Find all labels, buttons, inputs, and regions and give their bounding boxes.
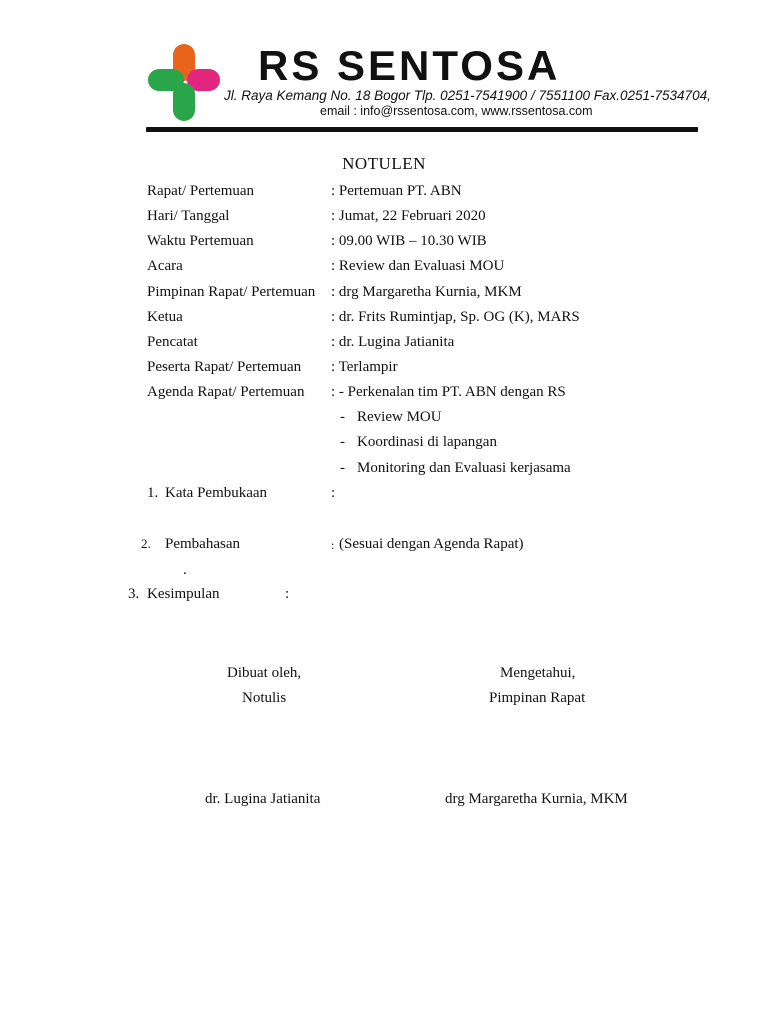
- agenda-dash: -: [340, 434, 345, 450]
- field-label-hari: Hari/ Tanggal: [147, 208, 230, 224]
- section-2-label: Pembahasan: [165, 536, 240, 552]
- agenda-dash: -: [340, 460, 345, 476]
- hospital-address: Jl. Raya Kemang No. 18 Bogor Tlp. 0251-7541900 / 7551100 Fax.0251-7534704,: [224, 88, 711, 103]
- agenda-item-review: Review MOU: [357, 409, 442, 425]
- field-value-pimpinan: : drg Margaretha Kurnia, MKM: [331, 284, 522, 300]
- field-label-agenda: Agenda Rapat/ Pertemuan: [147, 384, 305, 400]
- field-value-rapat: : Pertemuan PT. ABN: [331, 183, 462, 199]
- section-1-number: 1.: [147, 485, 159, 501]
- logo-left-petal: [148, 69, 184, 91]
- stray-dot: .: [183, 562, 187, 578]
- agenda-item-koordinasi: Koordinasi di lapangan: [357, 434, 497, 450]
- sign-right-intro: Mengetahui,: [500, 665, 576, 681]
- section-3-number: 3.: [128, 586, 140, 602]
- sign-right-role: Pimpinan Rapat: [489, 690, 586, 706]
- field-label-ketua: Ketua: [147, 309, 183, 325]
- field-label-rapat: Rapat/ Pertemuan: [147, 183, 255, 199]
- section-1-colon: :: [331, 485, 336, 501]
- section-2-value: (Sesuai dengan Agenda Rapat): [339, 536, 524, 552]
- field-value-pencatat: : dr. Lugina Jatianita: [331, 334, 455, 350]
- section-2-number: 2.: [141, 536, 151, 551]
- field-label-acara: Acara: [147, 258, 183, 274]
- sign-right-name: drg Margaretha Kurnia, MKM: [445, 791, 628, 807]
- hospital-name: RS SENTOSA: [258, 42, 561, 89]
- header-divider: [146, 127, 698, 132]
- hospital-logo: [146, 44, 222, 122]
- section-1-label: Kata Pembukaan: [165, 485, 268, 501]
- field-value-hari: : Jumat, 22 Februari 2020: [331, 208, 486, 224]
- sign-left-intro: Dibuat oleh,: [227, 665, 302, 681]
- hospital-contact: email : info@rssentosa.com, www.rssentosa.com: [320, 104, 593, 118]
- section-3-colon: :: [285, 586, 290, 602]
- field-value-peserta: : Terlampir: [331, 359, 398, 375]
- field-label-peserta: Peserta Rapat/ Pertemuan: [147, 359, 302, 375]
- field-value-ketua: : dr. Frits Rumintjap, Sp. OG (K), MARS: [331, 309, 580, 325]
- section-3-label: Kesimpulan: [147, 586, 220, 602]
- document-title: NOTULEN: [342, 154, 426, 173]
- field-label-pimpinan: Pimpinan Rapat/ Pertemuan: [147, 284, 316, 300]
- field-value-agenda: : - Perkenalan tim PT. ABN dengan RS: [331, 384, 566, 400]
- field-value-waktu: : 09.00 WIB – 10.30 WIB: [331, 233, 487, 249]
- sign-left-name: dr. Lugina Jatianita: [205, 791, 321, 807]
- agenda-dash: -: [340, 409, 345, 425]
- field-value-acara: : Review dan Evaluasi MOU: [331, 258, 505, 274]
- sign-left-role: Notulis: [242, 690, 287, 706]
- section-2-colon: :: [331, 538, 335, 552]
- field-label-pencatat: Pencatat: [147, 334, 198, 350]
- field-label-waktu: Waktu Pertemuan: [147, 233, 254, 249]
- agenda-item-monitoring: Monitoring dan Evaluasi kerjasama: [357, 460, 571, 476]
